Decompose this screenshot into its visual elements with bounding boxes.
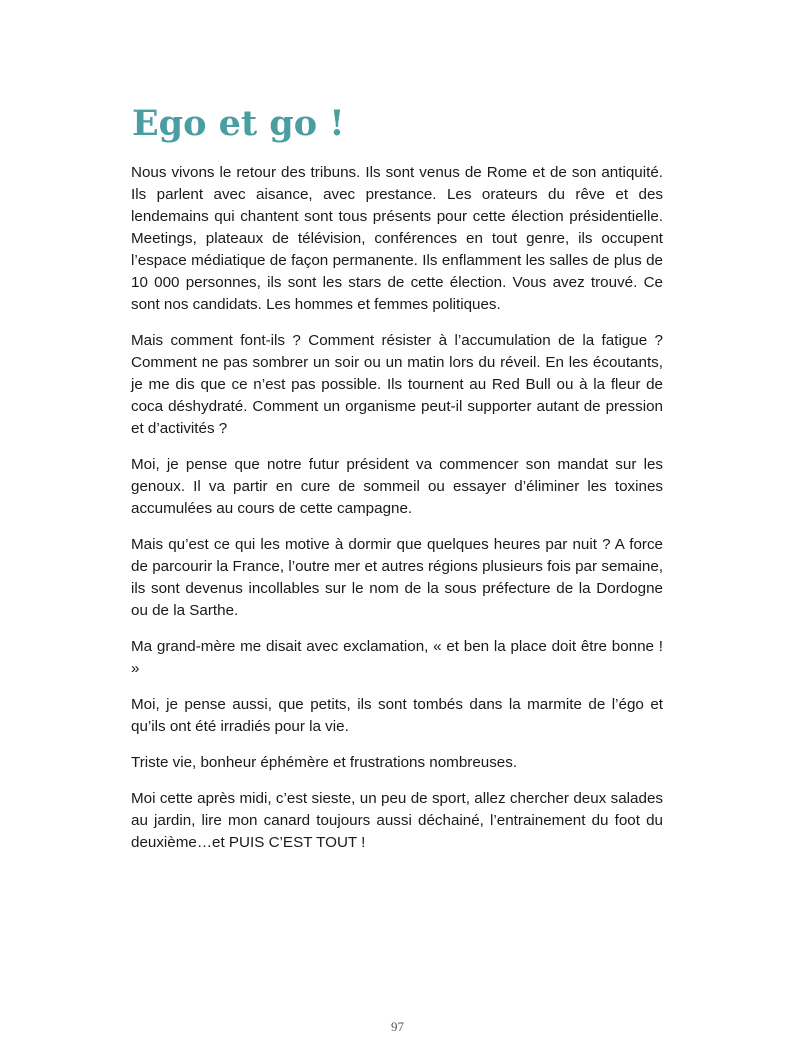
- body-text: [131, 162, 663, 868]
- paragraph-4: Mais qu’est ce qui les motive à dormir que quelques heures par nuit ? A force de parcourir la France, l’outre mer et autres régions plusieurs fois par semaine, ils sont devenus incollables sur le nom de la sous préfecture de la Dordogne ou de la Sarthe.: [131, 536, 663, 619]
- paragraph-2: Mais comment font-ils ? Comment résister à l’accumulation de la fatigue ? Comment ne pas sombrer un soir ou un matin lors du réveil. En les écoutants, je me dis que ce n’est pas possible. Ils tournent au Red Bull ou à la fleur de coca déshydraté. Comment un organisme peut-il supporter autant de pression et d’activités ?: [131, 332, 663, 437]
- paragraph-5: Ma grand-mère me disait avec exclamation, « et ben la place doit être bonne ! »: [131, 638, 663, 677]
- paragraph-6: Moi, je pense aussi, que petits, ils sont tombés dans la marmite de l’égo et qu’ils ont été irradiés pour la vie.: [131, 696, 663, 735]
- paragraph-3: Moi, je pense que notre futur président va commencer son mandat sur les genoux. Il va partir en cure de sommeil ou essayer d’éliminer les toxines accumulées au cours de cette campagne.: [131, 456, 663, 517]
- paragraph-8: Moi cette après midi, c’est sieste, un peu de sport, allez chercher deux salades au jardin, lire mon canard toujours aussi déchainé, l’entrainement du foot du deuxième…et PUIS C’EST TOUT !: [131, 790, 663, 851]
- paragraph-1: Nous vivons le retour des tribuns. Ils sont venus de Rome et de son antiquité. Ils parlent avec aisance, avec prestance. Les orateurs du rêve et des lendemains qui chantent sont tous présents pour cette élection présidentielle. Meetings, plateaux de télévision, conférences en tout genre, ils occupent l’espace médiatique de façon permanente. Ils enflamment les salles de plus de 10 000 personnes, ils sont les stars de cette élection. Vous avez trouvé. Ce sont nos candidats. Les hommes et femmes politiques.: [131, 164, 663, 313]
- paragraph-7: Triste vie, bonheur éphémère et frustrations nombreuses.: [131, 754, 518, 771]
- page-number: 97: [391, 1019, 404, 1034]
- page-title: Ego et go !: [132, 103, 345, 144]
